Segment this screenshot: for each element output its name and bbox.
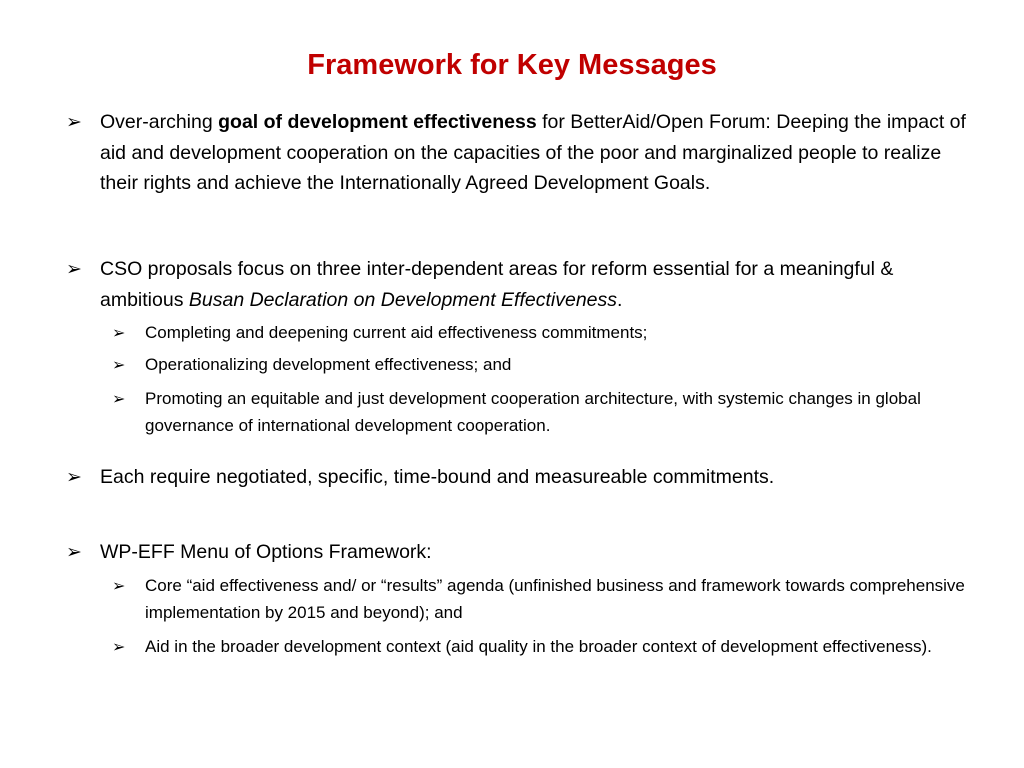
bullet-goal-text: Over-arching goal of development effectiveness for BetterAid/Open Forum: Deeping the impact of aid and development cooperation on the capacities of the poor and marginalized people to realize their rights and achieve the Internationally Agreed Development Goals. xyxy=(100,111,966,194)
sub-bullet-core-agenda xyxy=(112,572,972,626)
bullet-commitments xyxy=(66,462,966,493)
arrow-bullet-icon: ➢ xyxy=(112,355,126,374)
sub-bullet-operationalizing xyxy=(112,351,972,378)
arrow-bullet-icon: ➢ xyxy=(112,323,126,342)
bullet-goal xyxy=(66,107,966,199)
arrow-bullet-icon: ➢ xyxy=(66,258,82,280)
busan-declaration-emphasis: Busan Declaration on Development Effectiveness xyxy=(188,288,618,311)
sub-bullet-text: Aid in the broader development context (aid quality in the broader context of development effectiveness). xyxy=(145,637,932,656)
slide-title: Framework for Key Messages xyxy=(307,49,717,81)
sub-bullet-completing xyxy=(112,319,972,346)
arrow-bullet-icon: ➢ xyxy=(112,637,126,656)
bullet-wp-eff-menu-text: WP-EFF Menu of Options Framework: xyxy=(100,541,432,563)
sub-bullet-text: Promoting an equitable and just development cooperation architecture, with systemic changes in global governance of international development cooperation. xyxy=(145,389,921,435)
arrow-bullet-icon: ➢ xyxy=(66,541,82,563)
sub-bullet-text: Completing and deepening current aid effectiveness commitments; xyxy=(145,323,648,342)
sub-bullet-text: Operationalizing development effectiveness; and xyxy=(145,355,512,374)
arrow-bullet-icon: ➢ xyxy=(66,111,82,133)
goal-emphasis: goal of development effectiveness xyxy=(218,111,537,133)
bullet-wp-eff-menu xyxy=(66,537,966,568)
bullet-cso-proposals-text: CSO proposals focus on three inter-dependent areas for reform essential for a meaningful & ambitious Busan Declaration on Development Effectiveness. xyxy=(100,258,894,311)
sub-bullet-broader-context xyxy=(112,633,972,660)
sub-bullet-promoting xyxy=(112,385,972,439)
arrow-bullet-icon: ➢ xyxy=(112,389,126,408)
arrow-bullet-icon: ➢ xyxy=(66,466,82,488)
bullet-commitments-text: Each require negotiated, specific, time-bound and measureable commitments. xyxy=(100,466,775,488)
arrow-bullet-icon: ➢ xyxy=(112,576,126,595)
bullet-cso-proposals xyxy=(66,254,966,315)
sub-bullet-text: Core “aid effectiveness and/ or “results” agenda (unfinished business and framework towards comprehensive implementation by 2015 and beyond); and xyxy=(145,576,965,622)
